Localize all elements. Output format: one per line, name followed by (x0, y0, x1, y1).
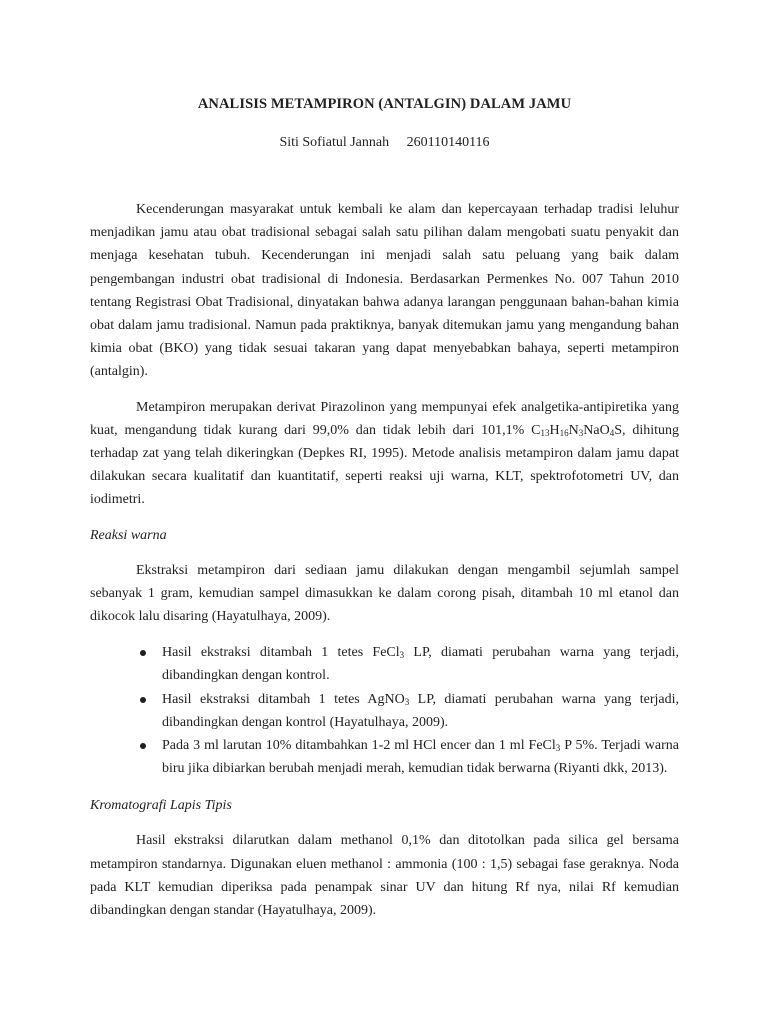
intro-paragraph: Kecenderungan masyarakat untuk kembali ke alam dan kepercayaan terhadap tradisi leluhur menjadikan jamu atau obat tradisional sebagai salah satu pilihan dalam mengobati suatu penyakit dan menjaga kesehatan tubuh. Kecenderungan ini menjadi salah satu peluang yang baik dalam pengembangan industri obat tradisional di Indonesia. Berdasarkan Permenkes No. 007 Tahun 2010 tentang Registrasi Obat Tradisional, dinyatakan bahwa adanya larangan penggunaan bahan-bahan kimia obat dalam jamu tradisional. Namun pada praktiknya, banyak ditemukan jamu yang mengandung bahan kimia obat (BKO) yang tidak sesuai takaran yang dapat menyebabkan bahaya, seperti metampiron (antalgin). (90, 202, 679, 380)
section-heading-reaksi-warna: Reaksi warna (90, 527, 167, 543)
list-item: Hasil ekstraksi ditambah 1 tetes AgNO$_3$ LP, diamati perubahan warna yang terjadi, dibandingkan dengan kontrol (Hayatulhaya, 2009). (162, 688, 679, 734)
bullet-icon (140, 650, 146, 656)
test-procedure-list (90, 641, 679, 780)
extraction-paragraph: Ekstraksi metampiron dari sediaan jamu dilakukan dengan mengambil sejumlah sampel sebanyak 1 gram, kemudian sampel dimasukkan ke dalam corong pisah, ditambah 10 ml etanol dan dikocok lalu disaring (Hayatulhaya, 2009). (90, 562, 679, 625)
section-heading-klt: Kromatografi Lapis Tipis (90, 798, 232, 814)
klt-paragraph: Hasil ekstraksi dilarutkan dalam methanol 0,1% dan ditotolkan pada silica gel bersama metampiron standarnya. Digunakan eluen methanol : ammonia (100 : 1,5) sebagai fase geraknya. Noda pada KLT kemudian diperiksa pada penampak sinar UV dan hitung Rf nya, nilai Rf kemudian dibandingkan dengan standar (Hayatulhaya, 2009). (90, 833, 679, 919)
paragraph-text-before-formula: Metampiron merupakan derivat Pirazolinon yang mempunyai efek analgetika-antipiretika yang kuat, mengandung tidak kurang dari 99,0% dan tidak lebih dari 101,1% (90, 399, 679, 438)
list-item: Hasil ekstraksi ditambah 1 tetes FeCl$_3$ LP, diamati perubahan warna yang terjadi, dibandingkan dengan kontrol. (162, 641, 679, 687)
bullet-icon (140, 697, 146, 703)
document-title: ANALISIS METAMPIRON (ANTALGIN) DALAM JAMU (197, 96, 572, 112)
list-item: Pada 3 ml larutan 10% ditambahkan 1-2 ml HCl encer dan 1 ml FeCl$_3$ P 5%. Terjadi warna biru jika dibiarkan berubah menjadi merah, kemudian tidak berwarna (Riyanti dkk, 2013). (162, 734, 679, 780)
author-line: Siti Sofiatul Jannah 260110140116 (279, 135, 490, 150)
chemical-formula: $C_{13}H_{16}N_3NaO_4S$ (531, 422, 622, 438)
bullet-icon (140, 743, 146, 749)
metampiron-paragraph (90, 396, 679, 512)
paragraph-text-after-formula: , dihitung terhadap zat yang telah dikeringkan (Depkes RI, 1995). Metode analisis metampiron dalam jamu dapat dilakukan secara kualitatif dan kuantitatif, seperti reaksi uji warna, KLT, spektrofotometri UV, dan iodimetri. (90, 422, 679, 508)
